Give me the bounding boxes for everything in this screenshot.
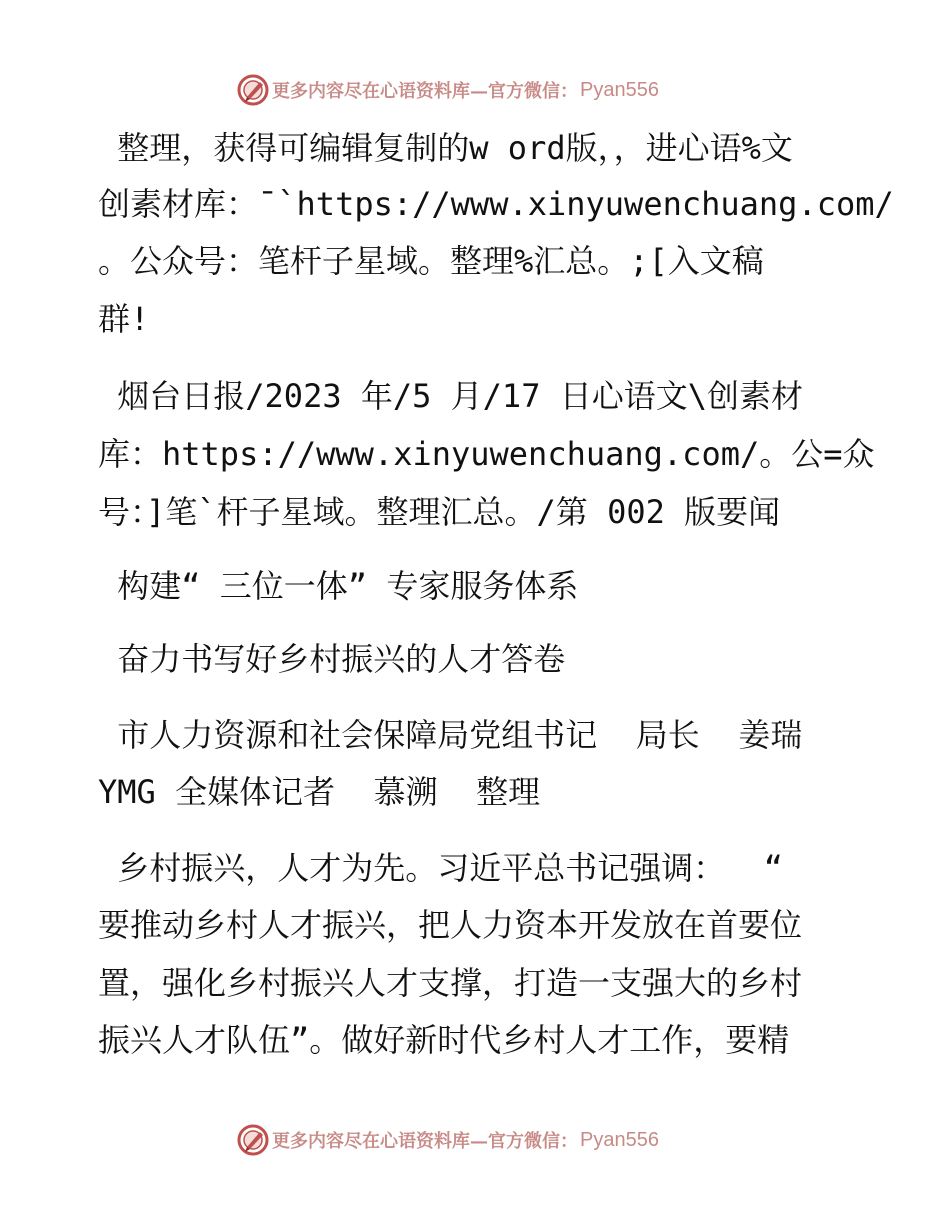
byline-reporter: YMG 全媒体记者 慕溯 整理 — [98, 773, 541, 811]
paragraph-6-line-2: 要推动乡村人才振兴，把人力资本开发放在首要位 — [98, 906, 803, 944]
paragraph-1-line-2: 创素材库：¯`https://www.xinyuwenchuang.com/ — [98, 185, 894, 223]
paragraph-6-line-1: 乡村振兴，人才为先。习近平总书记强调： “ — [98, 849, 784, 887]
paragraph-2-line-1: 烟台日报/2023 年/5 月/17 日心语文\创素材 — [98, 377, 803, 415]
watermark-footer — [236, 1122, 716, 1158]
paragraph-1-line-4: 群! — [98, 300, 150, 338]
pen-logo-icon — [236, 1123, 270, 1157]
paragraph-2-line-2: 库：https://www.xinyuwenchuang.com/。公=众 — [98, 435, 875, 473]
paragraph-1-line-3: 。公众号：笔杆子星域。整理%汇总。;[入文稿 — [98, 242, 764, 280]
article-headline: 奋力书写好乡村振兴的人才答卷 — [98, 640, 566, 678]
paragraph-1-line-1: 整理，获得可编辑复制的w ord版，，进心语%文 — [98, 129, 793, 167]
document-body — [98, 0, 894, 1230]
watermark-wechat-id: Pyan556 — [580, 1128, 659, 1151]
paragraph-6-line-3: 置，强化乡村振兴人才支撑，打造一支强大的乡村 — [98, 964, 803, 1002]
byline-author: 市人力资源和社会保障局党组书记 局长 姜瑞 — [98, 716, 803, 754]
article-subheading: 构建“ 三位一体” 专家服务体系 — [98, 567, 579, 605]
paragraph-2-line-3: 号：]笔`杆子星域。整理汇总。/第 002 版要闻 — [98, 493, 781, 531]
watermark-text: 更多内容尽在心语资料库—官方微信： — [272, 1131, 578, 1152]
paragraph-6-line-4: 振兴人才队伍”。做好新时代乡村人才工作，要精 — [98, 1021, 790, 1059]
watermark-text: 更多内容尽在心语资料库—官方微信： — [272, 81, 578, 102]
watermark-wechat-id: Pyan556 — [580, 78, 659, 101]
